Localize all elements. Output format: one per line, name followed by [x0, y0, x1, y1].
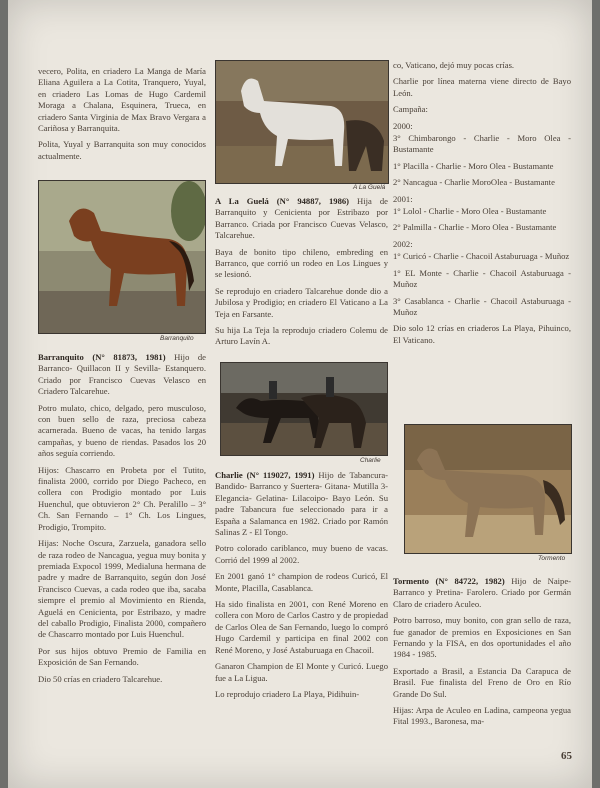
campana-label: Campaña: [393, 104, 428, 115]
paragraph-hijos: Hijos: Chascarro en Probeta por el Tutito, finalista 2000, corrido por Diego Pacheco, en collera con Prodigio montado por Luis Huenchul, que obtuvieron 2° Ch. Peralillo – 3° Ch. San Fernando – 1° Ch. Los Lingues, Prodigio, Trompito. [38, 464, 206, 532]
campaign-line: 2° Palmilla - Charlie - Moro Olea - Bustamante [393, 222, 557, 233]
column-1-top [38, 66, 206, 167]
paragraph-cont: co, Vaticano, dejó muy pocas crías. [393, 60, 515, 70]
photo-a-la-guela [215, 60, 389, 184]
paragraph-intro: vecero, Polita, en criadero La Manga de María Eliana Aguilera a La Cotita, Tranquero, Yuyal, en criadero Las Lomas de Hugo Cardemil Moraga a Chalana, Esquinera, Trueca, en criadero Santa Virginia de Max Bravo Vergara a Cariñosa y Barranquita. [38, 66, 206, 134]
horse-photo-barranquito [39, 181, 205, 333]
paragraph-2001: En 2001 ganó 1° champion de rodeos Curicó, El Monte, Placilla, Casablanca. [215, 571, 388, 593]
column-1-bottom [38, 352, 206, 690]
horse-photo-tormento [405, 425, 571, 553]
campaign-year: 2002: [393, 238, 413, 249]
barranquito-intro: Hijo de Barranco- Quillacon II y Sevilla- Estanquero. Criado por Francisco Cuevas Velasco en Criadero Talcarehue. [38, 352, 206, 397]
paragraph-potro-barroso: Potro barroso, muy bonito, con gran sello de raza, fue ganador de premios en Exposiciones en San Fernando y la FISA, en dos oportunidades el año 1984 - 1985. [393, 615, 571, 660]
paragraph-reprodujo: Lo reprodujo criadero La Playa, Pidihuin- [215, 688, 360, 699]
paragraph-linea: Charlie por línea materna viene directo de Bayo León. [393, 76, 571, 98]
charlie-name: Charlie (N° 119027, 1991) [215, 470, 315, 480]
paragraph-finalista: Ha sido finalista en 2001, con René Moreno en collera con Moro de Carlos Castro y de propiedad de Carlos Olea de San Fernando, luego lo compró Hugo Cardemil y participa en final 2002 con René Moreno, y José Astaburuaga en Chacoil. [215, 599, 388, 655]
barranquito-name: Barranquito (N° 81873, 1981) [38, 352, 166, 362]
paragraph-potro-colorado: Potro colorado cariblanco, muy bueno de vacas. Corrió del 1999 al 2002. [215, 543, 388, 565]
tormento-heading [393, 576, 571, 610]
paragraph-known: Polita, Yuyal y Barranquita son muy conocidos actualmente. [38, 139, 206, 161]
photo-barranquito [38, 180, 206, 334]
campaign-line: 1° Placilla - Charlie - Moro Olea - Bustamante [393, 160, 554, 171]
paragraph-hijas: Hijas: Noche Oscura, Zarzuela, ganadora sello de raza rodeo de Nancagua, yegua muy bonita y premiada Expocol 1999, Medialuna hermana de padre y madre de Barranquito, según don José Francisco Cuevas, a cada rodeo que iba, sacaba siempre el premio al Movimiento en Rienda, Aguelá en Cenicienta, por Estribazo, y madre del caballo Prodigio, Finalista 2000, compañero de Chascarro montado por Luis Huenchul. [38, 538, 206, 640]
photo-charlie [220, 362, 388, 456]
charlie-heading [215, 470, 388, 538]
paragraph-baya: Baya de bonito tipo chileno, embreding en Barranco, que corrió un rodeo en Los Lingues y se lesionó. [215, 246, 388, 280]
caption-barranquito: Barranquito [160, 335, 194, 342]
guela-heading [215, 196, 388, 242]
campaign-line: 1° Lolol - Charlie - Moro Olea - Bustamante [393, 206, 547, 217]
paragraph-hija: Su hija La Teja la reprodujo criadero Colemu de Arturo Lavín A. [215, 325, 388, 347]
paragraph-reprod: Se reprodujo en criadero Talcarehue donde dio a Jubilosa y Prodigio; en criadero El Vaticano a La Teja en Farsante. [215, 285, 388, 319]
page-number: 65 [561, 750, 572, 762]
campaign-year: 2000: [393, 120, 413, 131]
column-3-top [393, 60, 571, 351]
guela-intro: Hija de Barranquito y Cenicienta por Estribazo por Barranco. Criada por Francisco Cuevas Velasco, Talcarehue. [215, 196, 388, 241]
campaign-line: 3° Chimbarongo - Charlie - Moro Olea - Bustamante [393, 133, 571, 155]
campaign-line: 3° Casablanca - Charlie - Chacoil Astaburuaga - Muñoz [393, 295, 571, 317]
column-2-bottom [215, 470, 388, 705]
column-2-top [215, 196, 388, 353]
campaign-year: 2001: [393, 193, 413, 204]
caption-a-la-guela: A La Guelá [353, 184, 386, 191]
campaign-line: 2° Nancagua - Charlie MoroOlea - Bustamante [393, 177, 555, 188]
campaign-2000 [393, 121, 571, 189]
guela-name: A La Guelá (N° 94887, 1986) [215, 196, 350, 206]
caption-tormento: Tormento [538, 555, 566, 562]
campaign-line: 1° Curicó - Charlie - Chacoil Astaburuaga - Muñoz [393, 251, 570, 262]
horse-photo-a-la-guela [216, 61, 388, 183]
paragraph-hijas-tormento: Hijas: Arpa de Aculeo en Ladina, campeona yegua Fital 1993., Baronesa, ma- [393, 705, 571, 727]
paragraph-premio: Por sus hijos obtuvo Premio de Familia en Exposición de San Fernando. [38, 645, 206, 668]
paragraph-description: Potro mulato, chico, delgado, pero musculoso, con buen sello de raza, preciosa cabeza acarnerada. Bueno de vacas, ha tenido largas campañas, y bueno de riendas. Pasados los 20 años seguía corriendo. [38, 402, 206, 459]
caption-charlie: Charlie [360, 457, 381, 464]
paragraph-ganaron: Ganaron Champion de El Monte y Curicó. Luego fue a La Ligua. [215, 661, 388, 683]
campaign-2001 [393, 194, 571, 234]
column-3-bottom [393, 576, 571, 733]
paragraph-crias: Dio 50 crías en criadero Talcarehue. [38, 673, 163, 684]
paragraph-export: Exportado a Brasil, a Estancia Da Carapuca de Brasil. Fue finalista del Freno de Oro en Río Grande Do Sul. [393, 665, 571, 699]
book-page [8, 0, 592, 788]
horse-photo-charlie [221, 363, 387, 455]
tormento-name: Tormento (N° 84722, 1982) [393, 576, 505, 586]
tormento-intro: Hijo de Naipe- Barranco y Pretina- Farolero. Criado por Germán Claro de criadero Aculeo. [393, 576, 571, 609]
barranquito-heading [38, 352, 206, 398]
campaign-2002 [393, 239, 571, 318]
paragraph-dio: Dio solo 12 crías en criaderos La Playa, Pihuinco, El Vaticano. [393, 323, 571, 345]
photo-tormento [404, 424, 572, 554]
campaign-line: 1° EL Monte - Charlie - Chacoil Astaburuaga - Muñoz [393, 267, 571, 290]
charlie-intro: Hijo de Tabancura- Bandido- Barranco y Suertera- Gitana- Mutilla 3- Elegancia- Gelatina- Lilacoipo- Bayo León. Su padre Tabancura fue seleccionado para ir a España a Salamanca en 1982. Criado por Ramón Salinas Z - El Tongo. [215, 470, 388, 538]
